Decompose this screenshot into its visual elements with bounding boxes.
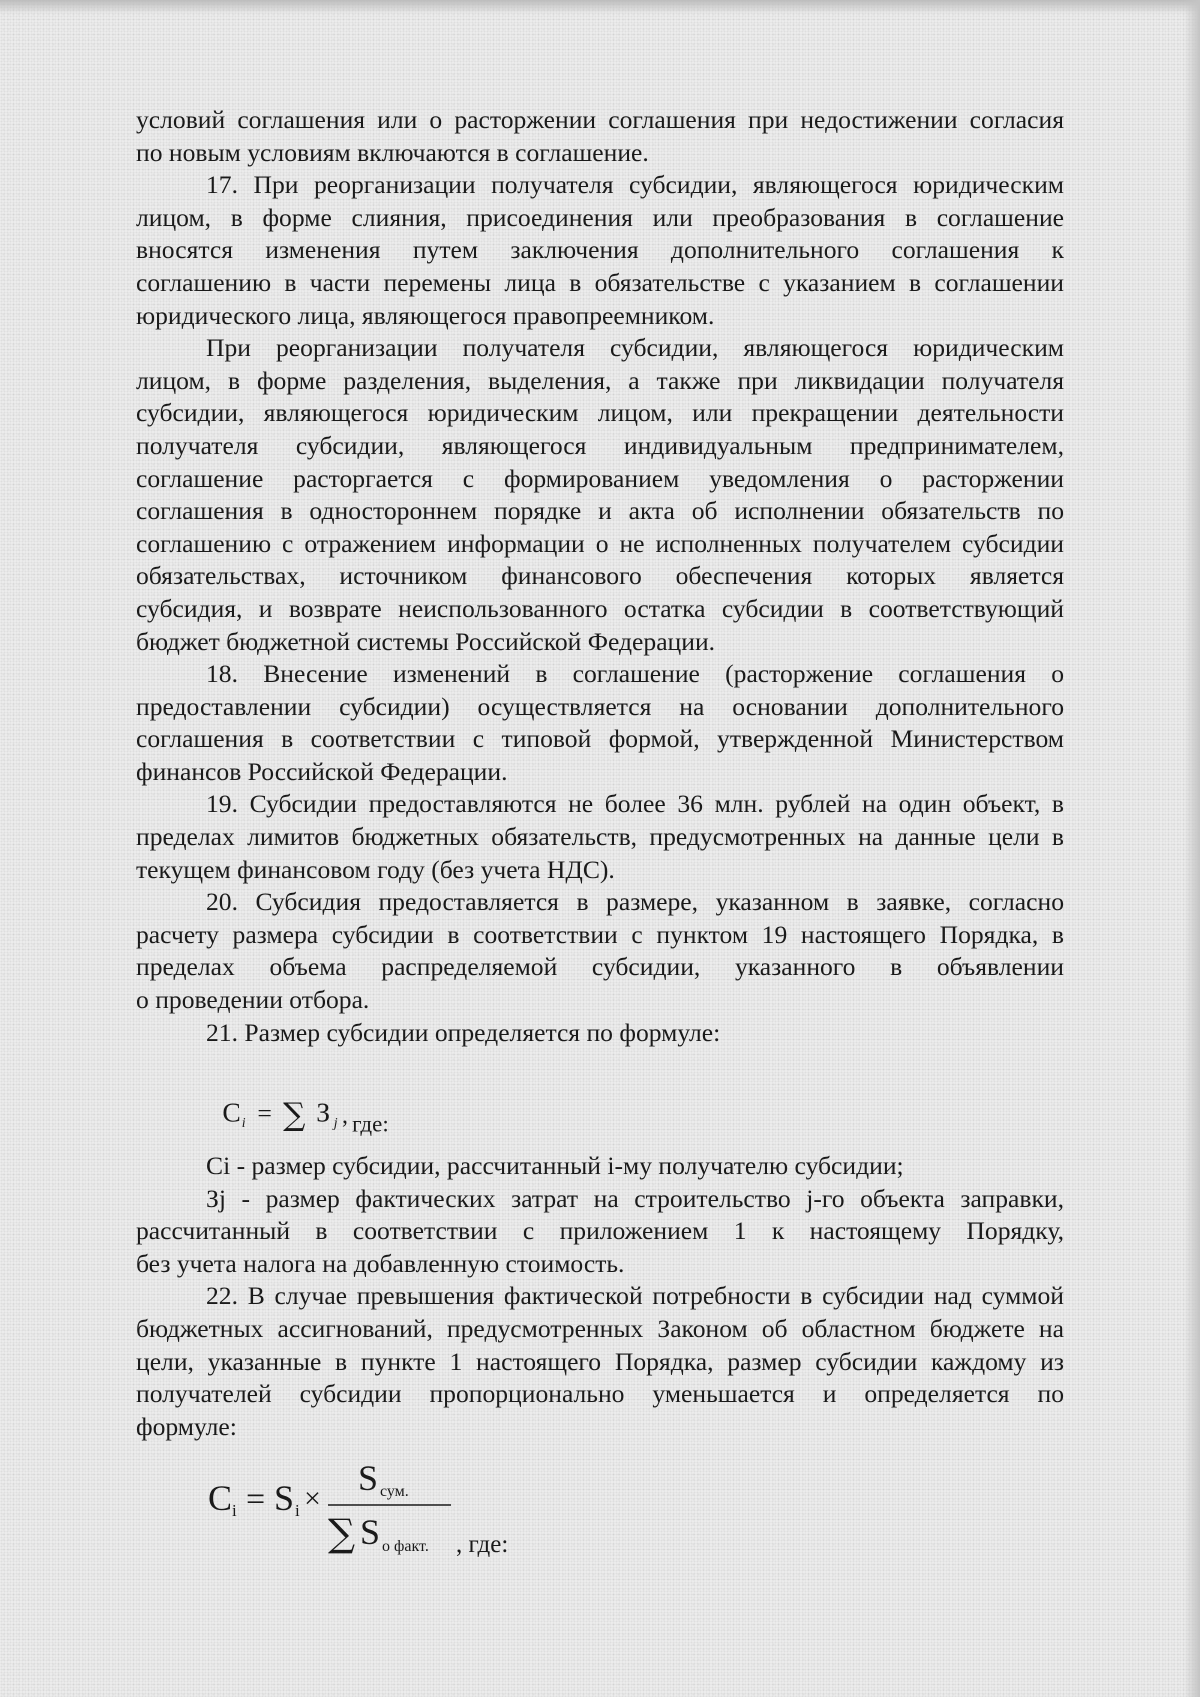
- text-line: Зj - размер фактических затрат на строительство j-го объекта заправки,: [206, 1183, 1064, 1213]
- text-line: 20. Субсидия предоставляется в размере, указанном в заявке, согласно: [206, 887, 1064, 917]
- text-line: юридического лица, являющегося правопреемником.: [136, 300, 715, 330]
- text-line: цели, указанные в пункте 1 настоящего Порядка, размер субсидии каждому из: [136, 1346, 1064, 1376]
- text-line: текущем финансовом году (без учета НДС).: [136, 854, 615, 884]
- text-line: без учета налога на добавленную стоимость.: [136, 1248, 625, 1278]
- text-line: субсидии, являющегося юридическим лицом, или прекращении деятельности: [136, 398, 1064, 428]
- formula2-sum-symbol: ∑: [328, 1511, 356, 1555]
- formula-proportional-reduction: [208, 1450, 588, 1560]
- text-line: бюджет бюджетной системы Российской Федерации.: [136, 626, 716, 656]
- formula-comma: ,: [342, 1103, 348, 1130]
- text-line: по новым условиям включаются в соглашение.: [136, 137, 649, 167]
- text-line: пределах лимитов бюджетных обязательств, предусмотренных на данные цели в: [136, 822, 1064, 852]
- text-line: 22. В случае превышения фактической потребности в субсидии над суммой: [206, 1281, 1064, 1311]
- text-line: 18. Внесение изменений в соглашение (расторжение соглашения о: [206, 659, 1064, 689]
- formula2-numerator-subscript: сум.: [380, 1483, 409, 1500]
- formula-equals: =: [257, 1098, 272, 1128]
- text-line: лицом, в форме разделения, выделения, а также при ликвидации получателя: [136, 365, 1064, 395]
- text-line: пределах объема распределяемой субсидии, указанного в объявлении: [136, 952, 1064, 982]
- formula-c-symbol: C: [222, 1096, 241, 1128]
- text-line: соглашения в одностороннем порядке и акта об исполнении обязательств по: [136, 496, 1064, 526]
- body-text-bottom: [136, 1150, 1064, 1443]
- text-line: соглашения в соответствии с типовой формой, утвержденной Министерством: [136, 724, 1064, 754]
- text-line: рассчитанный в соответствии с приложением 1 к настоящему Порядку,: [136, 1216, 1064, 1246]
- text-line: лицом, в форме слияния, присоединения или преобразования в соглашение: [136, 202, 1064, 232]
- text-line: расчету размера субсидии в соответствии с пунктом 19 настоящего Порядка, в: [136, 919, 1064, 949]
- text-line: субсидия, и возврате неиспользованного остатка субсидии в соответствующий: [136, 593, 1064, 623]
- text-line: 21. Размер субсидии определяется по формуле:: [206, 1017, 721, 1047]
- formula-subsidy-sum: [212, 1090, 472, 1136]
- text-line: 17. При реорганизации получателя субсидии, являющегося юридическим: [206, 170, 1064, 200]
- text-line: соглашению в части перемены лица в обязательстве с указанием в соглашении: [136, 267, 1064, 297]
- formula2-c-subscript: i: [232, 1501, 237, 1520]
- formula2-c-symbol: C: [208, 1478, 233, 1518]
- formula2-denominator-symbol: S: [360, 1512, 381, 1552]
- formula-c-subscript: i: [241, 1114, 246, 1130]
- text-line: обязательствах, источником финансового обеспечения которых является: [136, 561, 1064, 591]
- text-line: получателей субсидии пропорционально уменьшается и определяется по: [136, 1379, 1064, 1409]
- text-line: При реорганизации получателя субсидии, являющегося юридическим: [206, 333, 1064, 363]
- text-line: соглашение расторгается с формированием уведомления о расторжении: [136, 463, 1064, 493]
- formula2-gde-label: , где:: [456, 1531, 509, 1558]
- body-text-top: [136, 104, 1064, 1049]
- formula-sum-symbol: ∑: [283, 1096, 306, 1133]
- text-line: предоставлении субсидии) осуществляется на основании дополнительного: [136, 691, 1064, 721]
- formula2-times: ×: [304, 1482, 321, 1515]
- formula-gde-label: где:: [352, 1111, 389, 1136]
- text-line: условий соглашения или о расторжении соглашения при недостижении согласия: [136, 105, 1064, 134]
- text-line: получателя субсидии, являющегося индивидуальным предпринимателем,: [136, 430, 1064, 460]
- text-line: 19. Субсидии предоставляются не более 36 млн. рублей на один объект, в: [206, 789, 1064, 819]
- text-line: Сi - размер субсидии, рассчитанный i-му получателю субсидии;: [206, 1151, 904, 1180]
- formula-z-symbol: З: [316, 1096, 331, 1128]
- text-line: бюджетных ассигнований, предусмотренных Законом об областном бюджете на: [136, 1313, 1064, 1343]
- text-line: о проведении отбора.: [136, 985, 370, 1015]
- text-line: формуле:: [136, 1411, 237, 1441]
- scan-edge-top: [0, 0, 1200, 14]
- formula2-equals: =: [246, 1481, 266, 1518]
- text-line: вносятся изменения путем заключения дополнительного соглашения к: [136, 235, 1064, 265]
- text-line: финансов Российской Федерации.: [136, 756, 508, 786]
- formula-z-subscript: j: [333, 1114, 338, 1130]
- formula2-numerator-symbol: S: [358, 1458, 379, 1498]
- formula2-denominator-subscript: о факт.: [382, 1538, 429, 1555]
- text-line: соглашению с отражением информации о не исполненных получателем субсидии: [136, 528, 1064, 558]
- scan-edge-right: [1184, 0, 1200, 1697]
- formula2-s-symbol: S: [274, 1478, 295, 1518]
- formula2-s-subscript: i: [295, 1501, 300, 1520]
